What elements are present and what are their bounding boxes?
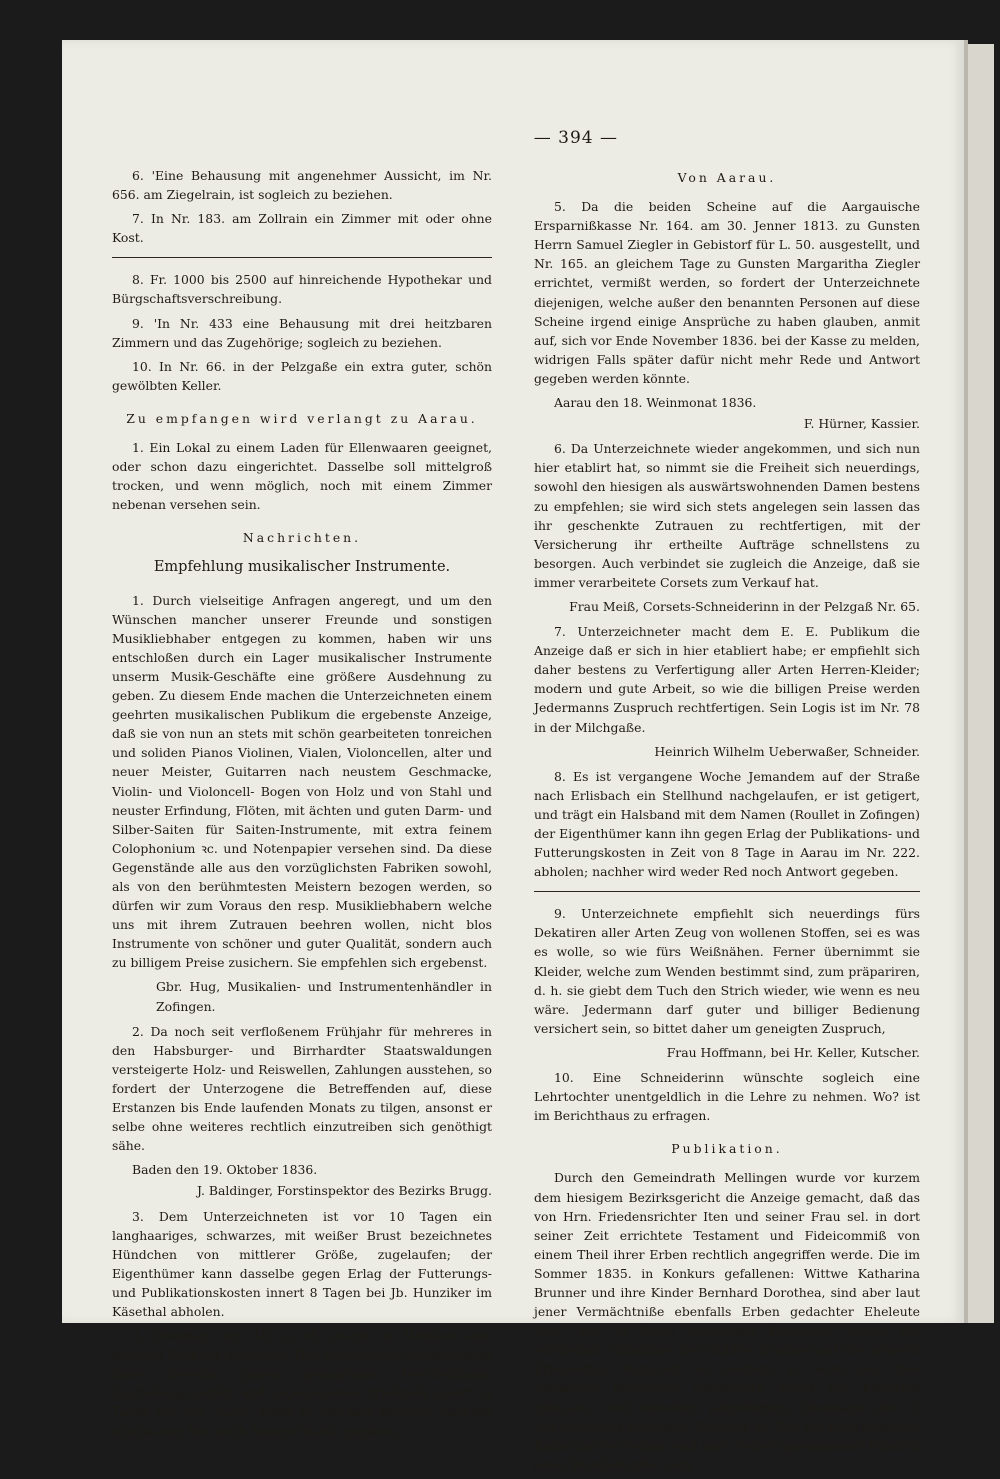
notice-item-9-signature: Frau Hoffmann, bei Hr. Keller, Kutscher. <box>666 1044 920 1060</box>
right-column <box>534 166 920 1479</box>
page-number: — 394 — <box>533 128 618 148</box>
lend-item-8: 8. Fr. 1000 bis 2500 auf hinreichende Hypothekar und Bürgschaftsverschreibung. <box>112 272 492 307</box>
news-item-3: 3. Dem Unterzeichneten ist vor 10 Tagen ein langhaariges, schwarzes, mit weißer Brust bezeichnetes Hündchen von mittlerer Größe, zugelaufen; der Eigenthümer kann dasselbe gegen Erlag der Futterungs- und Publikationskosten innert 8 Tagen bei Jb. Hunziker im Käsethal abholen. <box>112 1208 492 1319</box>
wanted-item-1: 1. Ein Lokal zu einem Laden für Ellenwaaren geeignet, oder schon dazu eingerichtet. Dasselbe soll mittelgroß trocken, und wenn möglich, noch mit einem Zimmer nebenan versehen sein. <box>112 440 492 513</box>
rent-item-6: 6. 'Eine Behausung mit angenehmer Aussicht, im Nr. 656. am Ziegelrain, ist sogleich zu beziehen. <box>112 168 492 203</box>
news-item-1: 1. Durch vielseitige Anfragen angeregt, und um den Wünschen mancher unserer Freunde und sonstigen Musikliebhaber entgegen zu kommen, haben wir uns entschloßen durch ein Lager musikalischer Instrumente unserm Musik-Geschäfte eine größere Ausdehnung zu geben. Zu diesem Ende machen die Unterzeichneten einem geehrten musikalischen Publikum die ergebenste Anzeige, daß sie von nun an stets mit schön gearbeiteten tonreichen und soliden Pianos Violinen, Vialen, Violoncellen, alter und neuer Meister, Guitarren nach neustem Geschmacke, Violin- und Violoncell- Bogen von Holz und von Stahl und neuster Erfindung, Flöten, mit ächten und guten Darm- und Silber-Saiten für Saiten-Instrumente, mit extra feinem Colophonium ꝛc. und Notenpapier versehen sind. Da diese Gegenstände alle aus den vorzüglichsten Fabriken sowohl, als von den berühmtesten Meistern bezogen werden, so dürfen wir zum Voraus den resp. Musikliebhabern welche uns mit ihrem Zutrauen beehren wollen, nicht blos Instrumente von schöner und guter Qualität, sondern auch zu billigem Preise zusichern. Sie empfehlen sich ergebenst. <box>112 592 492 971</box>
divider <box>534 891 920 892</box>
notice-item-9: 9. Unterzeichnete empfiehlt sich neuerdings fürs Dekatiren aller Arten Zeug von wollenen Stoffen, sei es was es wolle, so wie fürs Weißnähen. Ferner übernimmt sie Kleider, welche zum Wenden bestimmt sind, zum präpariren, d. h. sie giebt dem Tuch den Strich wieder, wie wenn es neu wäre. Jedermann darf guter und billiger Bedienung versichert sein, so bittet daher um geneigten Zuspruch, <box>534 906 920 1036</box>
news-item-2-signature: J. Baldinger, Forstinspektor des Bezirks Brugg. <box>197 1183 492 1199</box>
notice-item-6-signature: Frau Meiß, Corsets-Schneiderinn in der Pelzgaß Nr. 65. <box>569 598 920 614</box>
news-heading: Nachrichten. <box>242 530 362 546</box>
divider <box>112 257 492 258</box>
notice-item-10: 10. Eine Schneiderinn wünschte sogleich eine Lehrtochter unentgeldlich in die Lehre zu nehmen. Wo? ist im Berichthaus zu erfragen. <box>534 1070 920 1124</box>
page-edge <box>968 44 994 1323</box>
lend-item-9: 9. 'In Nr. 433 eine Behausung mit drei heitzbaren Zimmern und das Zugehörige; sogleich zu beziehen. <box>112 315 492 350</box>
notice-item-6: 6. Da Unterzeichnete wieder angekommen, und sich nun hier etablirt hat, so nimmt sie die Freiheit sich neuerdings, sowohl den hiesigen als auswärtswohnenden Damen bestens zu empfehlen; sie wird sich stets angelegen sein lassen das ihr geschenkte Zutrauen zu rechtfertigen, mit der Versicherung ihr ertheilte Aufträge schnellstens zu besorgen. Auch verbindet sie zugleich die Anzeige, daß sie immer verarbeitete Corsets zum Verkauf hat. <box>534 441 920 590</box>
aarau-heading: Von Aarau. <box>677 170 777 185</box>
news-title: Empfehlung musikalischer Instrumente. <box>153 558 451 575</box>
notice-item-5-signature: F. Hürner, Kassier. <box>803 416 920 432</box>
rent-item-7: 7. In Nr. 183. am Zollrain ein Zimmer mit oder ohne Kost. <box>112 211 492 246</box>
left-column <box>112 166 492 1446</box>
news-item-4: 4. Dienstag den 18. d. M. wurde in Möriken eine silberne Sackuhr gefunden. Der rechtmäßige Eigenthümer kann dieselbe gegen genugsame Beschreibung, Einrückungsgebühr und angemessenes Trinkgeld innert 14 Tagen bei Joh. Suter, Wirth in Möriken abholen, nachher wird weder Red noch Antwort dafür gegeben. <box>112 1328 492 1439</box>
news-item-1-signature: Gbr. Hug, Musikalien- und Instrumentenhändler in Zofingen. <box>156 979 492 1014</box>
notice-item-7: 7. Unterzeichneter macht dem E. E. Publikum die Anzeige daß er sich in hier etabliert habe; er empfiehlt sich daher bestens zu Verfertigung aller Arten Herren-Kleider; modern und gute Arbeit, so wie die billigen Preise werden Jedermanns Zuspruch rechtfertigen. Sein Logis ist im Nr. 78 in der Milchgaße. <box>534 624 920 735</box>
newspaper-page <box>62 40 964 1472</box>
news-item-2: 2. Da noch seit verfloßenem Frühjahr für mehreres in den Habsburger- und Birrhardter Staatswaldungen versteigerte Holz- und Reiswellen, Zahlungen ausstehen, so fordert der Unterzogene die Betreffenden auf, diese Erstanzen bis Ende laufenden Monats zu tilgen, ansonst er selbe ohne weiteres rechtlich einzutreiben sich genöthigt sähe. <box>112 1023 492 1154</box>
notice-item-8: 8. Es ist vergangene Woche Jemandem auf der Straße nach Erlisbach ein Stellhund nachgelaufen, er ist getigert, und trägt ein Halsband mit dem Namen (Roullet in Zofingen) der Eigenthümer kann ihn gegen Erlag der Publikations- und Futterungskosten in Zeit von 8 Tage in Aarau im Nr. 222. abholen; nachher wird weder Red noch Antwort gegeben. <box>534 768 920 880</box>
news-item-2-date: Baden den 19. Oktober 1836. <box>132 1162 318 1178</box>
notice-item-5-date: Aarau den 18. Weinmonat 1836. <box>554 395 757 411</box>
lend-item-10: 10. In Nr. 66. in der Pelzgaße ein extra guter, schön gewölbten Keller. <box>112 358 492 393</box>
publication-text: Durch den Gemeindrath Mellingen wurde vor kurzem dem hiesigem Bezirksgericht die Anzeige gemacht, daß das von Hrn. Friedensrichter Iten und seiner Frau sel. in dort seiner Zeit errichtete Testament und Fideicommiß von einem Theil ihrer Erben rechtlich angegriffen werde. Die im Sommer 1835. in Konkurs gefallenen: Wittwe Katharina Brunner und ihre Kinder Bernhard Dorothea, sind aber laut jener Vermächtniße ebenfalls Erben gedachter Eheleute Iten; und in Folge bemeldten Konkurses haben die verlustigen Gläubiger des Falliten Brunner auf der letztern Erbsportion Anspruch zu machen. Es wird nun dies Verhältniß bemeldten Gläubigern anmit zur Kenntniß gebracht, und dieselben aufgefordert, Dienstags den 3. Wintermonats nächsthin Morgens 10 Uhr vor Bezirksgericht Baden zu erscheinen, und nach vorher genommener Einsicht jener Vermächtniße, sich <box>534 1170 920 1472</box>
notice-item-7-signature: Heinrich Wilhelm Ueberwaßer, Schneider. <box>654 743 920 759</box>
publication-heading: Publikation. <box>671 1141 783 1157</box>
wanted-heading: Zu empfangen wird verlangt zu Aarau. <box>126 410 478 426</box>
notice-item-5: 5. Da die beiden Scheine auf die Aargauische Ersparnißkasse Nr. 164. am 30. Jenner 1813. zu Gunsten Herrn Samuel Ziegler in Gebistorf für L. 50. ausgestellt, und Nr. 165. an gleichem Tage zu Gunsten Margaritha Ziegler errichtet, vermißt werden, so fordert der Unterzeichnete diejenigen, welche außer den benannten Personen auf diese Scheine irgend einige Ansprüche zu haben glauben, anmit auf, sich vor Ende November 1836. bei der Kasse zu melden, widrigen Falls später dafür nicht mehr Rede und Antwort gegeben werden könnte. <box>534 199 920 386</box>
